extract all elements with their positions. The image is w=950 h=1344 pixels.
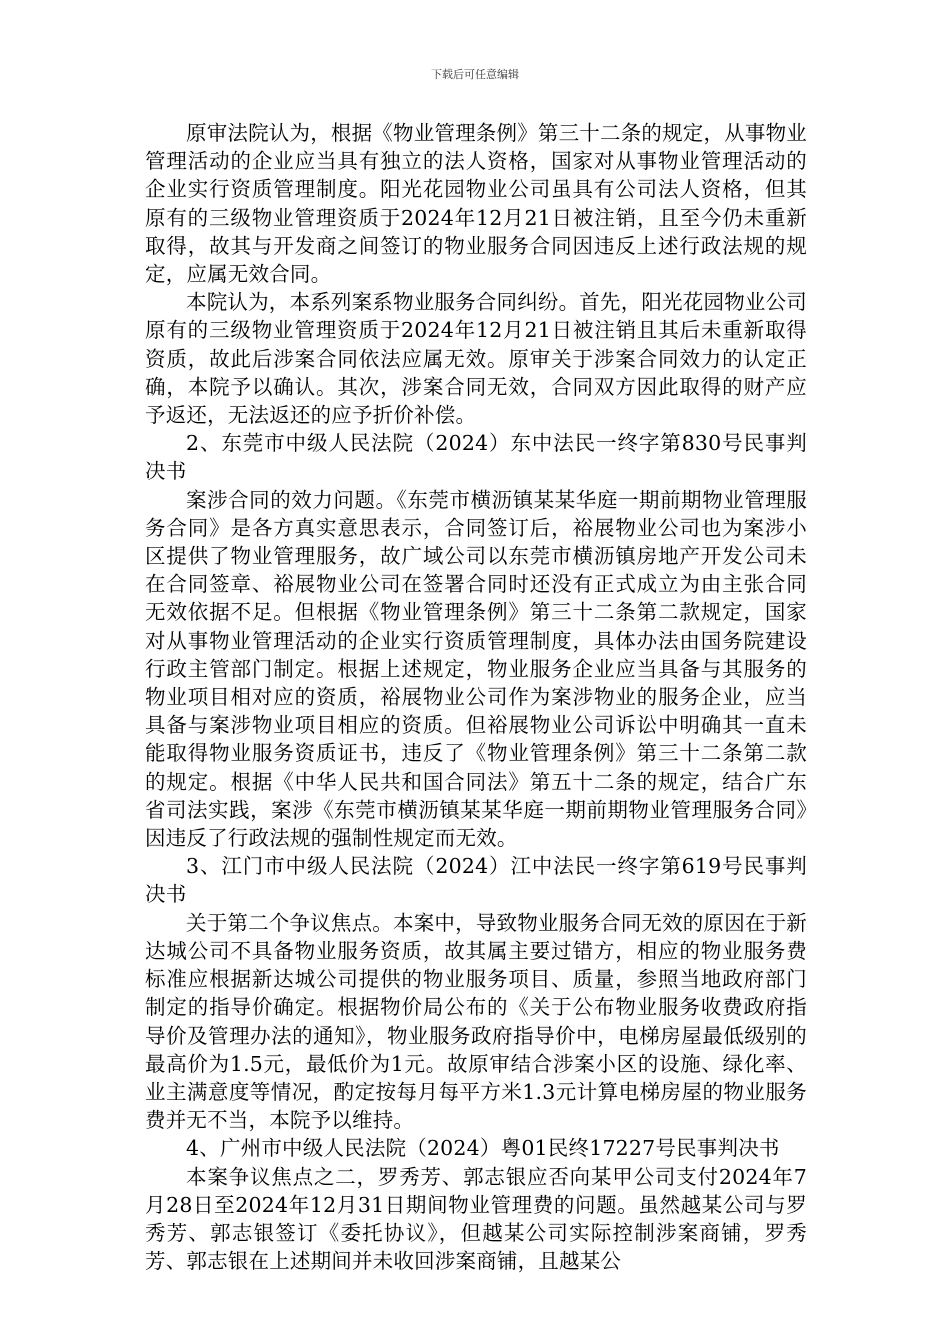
document-body [145, 119, 807, 1275]
paragraph-original-court-opinion: 原审法院认为，根据《物业管理条例》第三十二条的规定，从事物业管理活动的企业应当具有独立的法人资格，国家对从事物业管理活动的企业实行资质管理制度。阳光花园物业公司虽具有公司法人资格，但其原有的三级物业管理资质于2024年12月21日被注销，且至今仍未重新取得，故其与开发商之间签订的物业服务合同因违反上述行政法规的规定，应属无效合同。 [145, 121, 807, 287]
paragraph-guangzhou-dispute: 本案争议焦点之二，罗秀芳、郭志银应否向某甲公司支付2024年7月28日至2024年12月31日期间物业管理费的问题。虽然越某公司与罗秀芳、郭志银签订《委托协议》，但越某公司实际控制涉案商铺，罗秀芳、郭志银在上述期间并未收回涉案商铺，且越某公 [145, 1164, 807, 1274]
case-heading-jiangmen: 3、江门市中级人民法院（2024）江中法民一终字第619号民事判决书 [145, 854, 807, 907]
paragraph-dongguan-contract-validity: 案涉合同的效力问题。《东莞市横沥镇某某华庭一期前期物业管理服务合同》是各方真实意思表示，合同签订后，裕展物业公司也为案涉小区提供了物业管理服务，故广域公司以东莞市横沥镇房地产开发公司未在合同签章、裕展物业公司在签署合同时还没有正式成立为由主张合同无效依据不足。但根据《物业管理条例》第三十二条第二款规定，国家对从事物业管理活动的企业实行资质管理制度，具体办法由国务院建设行政主管部门制定。根据上述规定，物业服务企业应当具备与其服务的物业项目相对应的资质，裕展物业公司作为案涉物业的服务企业，应当具备与案涉物业项目相应的资质。但裕展物业公司诉讼中明确其一直未能取得物业服务资质证书，违反了《物业管理条例》第三十二条第二款的规定。根据《中华人民共和国合同法》第五十二条的规定，结合广东省司法实践，案涉《东莞市横沥镇某某华庭一期前期物业管理服务合同》因违反了行政法规的强制性规定而无效。 [145, 487, 807, 851]
paragraph-this-court-opinion: 本院认为，本系列案系物业服务合同纠纷。首先，阳光花园物业公司原有的三级物业管理资质于2024年12月21日被注销且其后未重新取得资质，故此后涉案合同依法应属无效。原审关于涉案合同效力的认定正确，本院予以确认。其次，涉案合同无效，合同双方因此取得的财产应予返还，无法返还的应予折价补偿。 [145, 290, 807, 428]
page-header-note: 下载后可任意编辑 [431, 68, 519, 81]
case-heading-dongguan: 2、东莞市中级人民法院（2024）东中法民一终字第830号民事判决书 [145, 431, 807, 484]
paragraph-jiangmen-dispute: 关于第二个争议焦点。本案中，导致物业服务合同无效的原因在于新达城公司不具备物业服务资质，故其属主要过错方，相应的物业服务费标准应根据新达城公司提供的物业服务项目、质量，参照当地政府部门制定的指导价确定。根据物价局公布的《关于公布物业服务收费政府指导价及管理办法的通知》，物业服务政府指导价中，电梯房屋最低级别的最高价为1.5元，最低价为1元。故原审结合涉案小区的设施、绿化率、业主满意度等情况，酌定按每月每平方米1.3元计算电梯房屋的物业服务费并无不当，本院予以维持。 [145, 910, 807, 1133]
case-heading-guangzhou: 4、广州市中级人民法院（2024）粤01民终17227号民事判决书 [186, 1136, 780, 1161]
